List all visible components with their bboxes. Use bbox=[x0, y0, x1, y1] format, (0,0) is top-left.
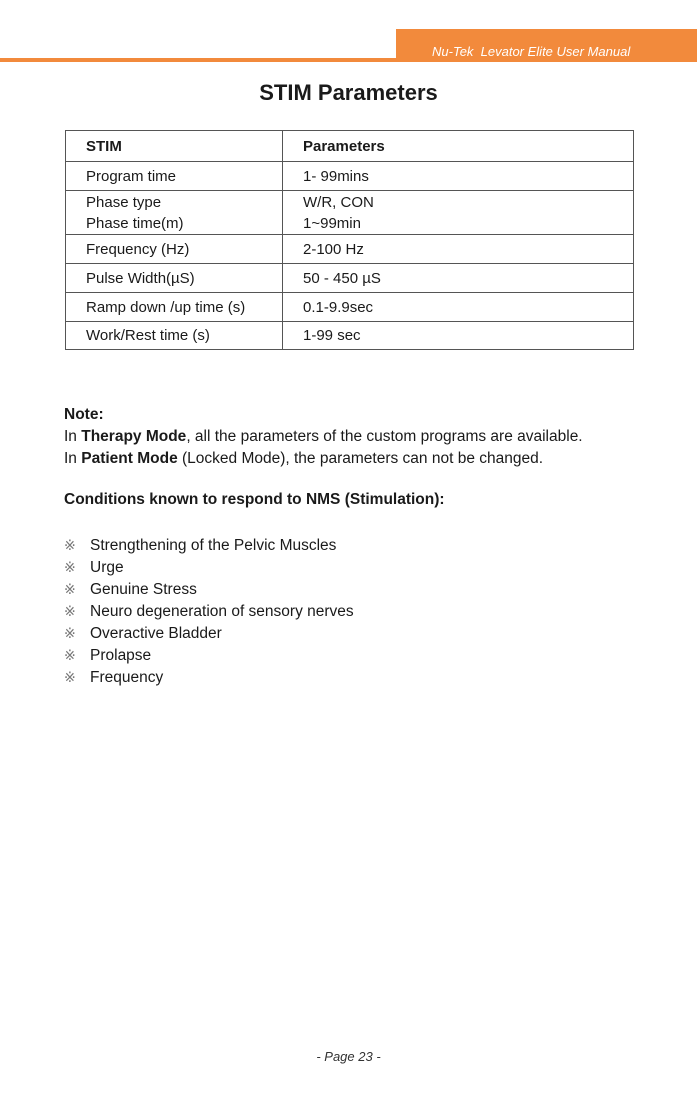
table-cell: 2-100 Hz bbox=[283, 235, 634, 264]
page-number: - Page 23 - bbox=[316, 1049, 381, 1064]
table-cell: Phase time(m) bbox=[66, 213, 283, 235]
note-text: , all the parameters of the custom programs are available. bbox=[186, 428, 583, 445]
reference-mark-icon: ※ bbox=[64, 626, 76, 642]
table-cell: Phase type bbox=[66, 191, 283, 214]
table-cell: Program time bbox=[66, 162, 283, 191]
list-item bbox=[64, 667, 354, 689]
list-item bbox=[64, 623, 354, 645]
list-item bbox=[64, 645, 354, 667]
table-cell: 1~99min bbox=[283, 213, 634, 235]
table-cell: Pulse Width(µS) bbox=[66, 264, 283, 293]
condition-label: Overactive Bladder bbox=[90, 625, 222, 642]
list-item bbox=[64, 601, 354, 623]
manual-title: Nu-Tek Levator Elite User Manual bbox=[432, 44, 631, 59]
table-cell: 1-99 sec bbox=[283, 322, 634, 350]
reference-mark-icon: ※ bbox=[64, 648, 76, 664]
note-line-patient bbox=[64, 448, 684, 470]
column-header-stim: STIM bbox=[66, 131, 283, 162]
reference-mark-icon: ※ bbox=[64, 670, 76, 686]
therapy-mode-term: Therapy Mode bbox=[81, 428, 187, 445]
table-row bbox=[66, 191, 634, 214]
table-row bbox=[66, 293, 634, 322]
condition-label: Urge bbox=[90, 559, 124, 576]
conditions-list bbox=[64, 535, 354, 689]
reference-mark-icon: ※ bbox=[64, 582, 76, 598]
condition-label: Neuro degeneration of sensory nerves bbox=[90, 603, 354, 620]
condition-label: Prolapse bbox=[90, 647, 152, 664]
note-line-therapy bbox=[64, 426, 684, 448]
list-item bbox=[64, 557, 354, 579]
page-title: STIM Parameters bbox=[259, 80, 438, 105]
column-header-parameters: Parameters bbox=[283, 131, 634, 162]
note-prefix: In bbox=[64, 450, 82, 467]
table-row bbox=[66, 264, 634, 293]
table-row bbox=[66, 162, 634, 191]
condition-label: Genuine Stress bbox=[90, 581, 197, 598]
reference-mark-icon: ※ bbox=[64, 538, 76, 554]
note-block bbox=[64, 404, 684, 470]
list-item bbox=[64, 579, 354, 601]
table-cell: W/R, CON bbox=[283, 191, 634, 214]
reference-mark-icon: ※ bbox=[64, 604, 76, 620]
table-header-row bbox=[66, 131, 634, 162]
conditions-heading: Conditions known to respond to NMS (Stimulation): bbox=[64, 491, 445, 508]
table-cell: Work/Rest time (s) bbox=[66, 322, 283, 350]
table-cell: Ramp down /up time (s) bbox=[66, 293, 283, 322]
patient-mode-term: Patient Mode bbox=[81, 450, 178, 467]
note-prefix: In bbox=[64, 428, 82, 445]
stim-parameters-table bbox=[65, 130, 634, 350]
table-cell: 50 - 450 µS bbox=[283, 264, 634, 293]
table-cell: Frequency (Hz) bbox=[66, 235, 283, 264]
condition-label: Strengthening of the Pelvic Muscles bbox=[90, 537, 337, 554]
condition-label: Frequency bbox=[90, 669, 164, 686]
table-cell: 0.1-9.9sec bbox=[283, 293, 634, 322]
note-text: (Locked Mode), the parameters can not be changed. bbox=[177, 450, 544, 467]
table-cell: 1- 99mins bbox=[283, 162, 634, 191]
header-tab bbox=[396, 29, 697, 62]
list-item bbox=[64, 535, 354, 557]
table-row bbox=[66, 322, 634, 350]
note-label: Note: bbox=[64, 406, 104, 423]
reference-mark-icon: ※ bbox=[64, 560, 76, 576]
table-row bbox=[66, 235, 634, 264]
table-row bbox=[66, 213, 634, 235]
